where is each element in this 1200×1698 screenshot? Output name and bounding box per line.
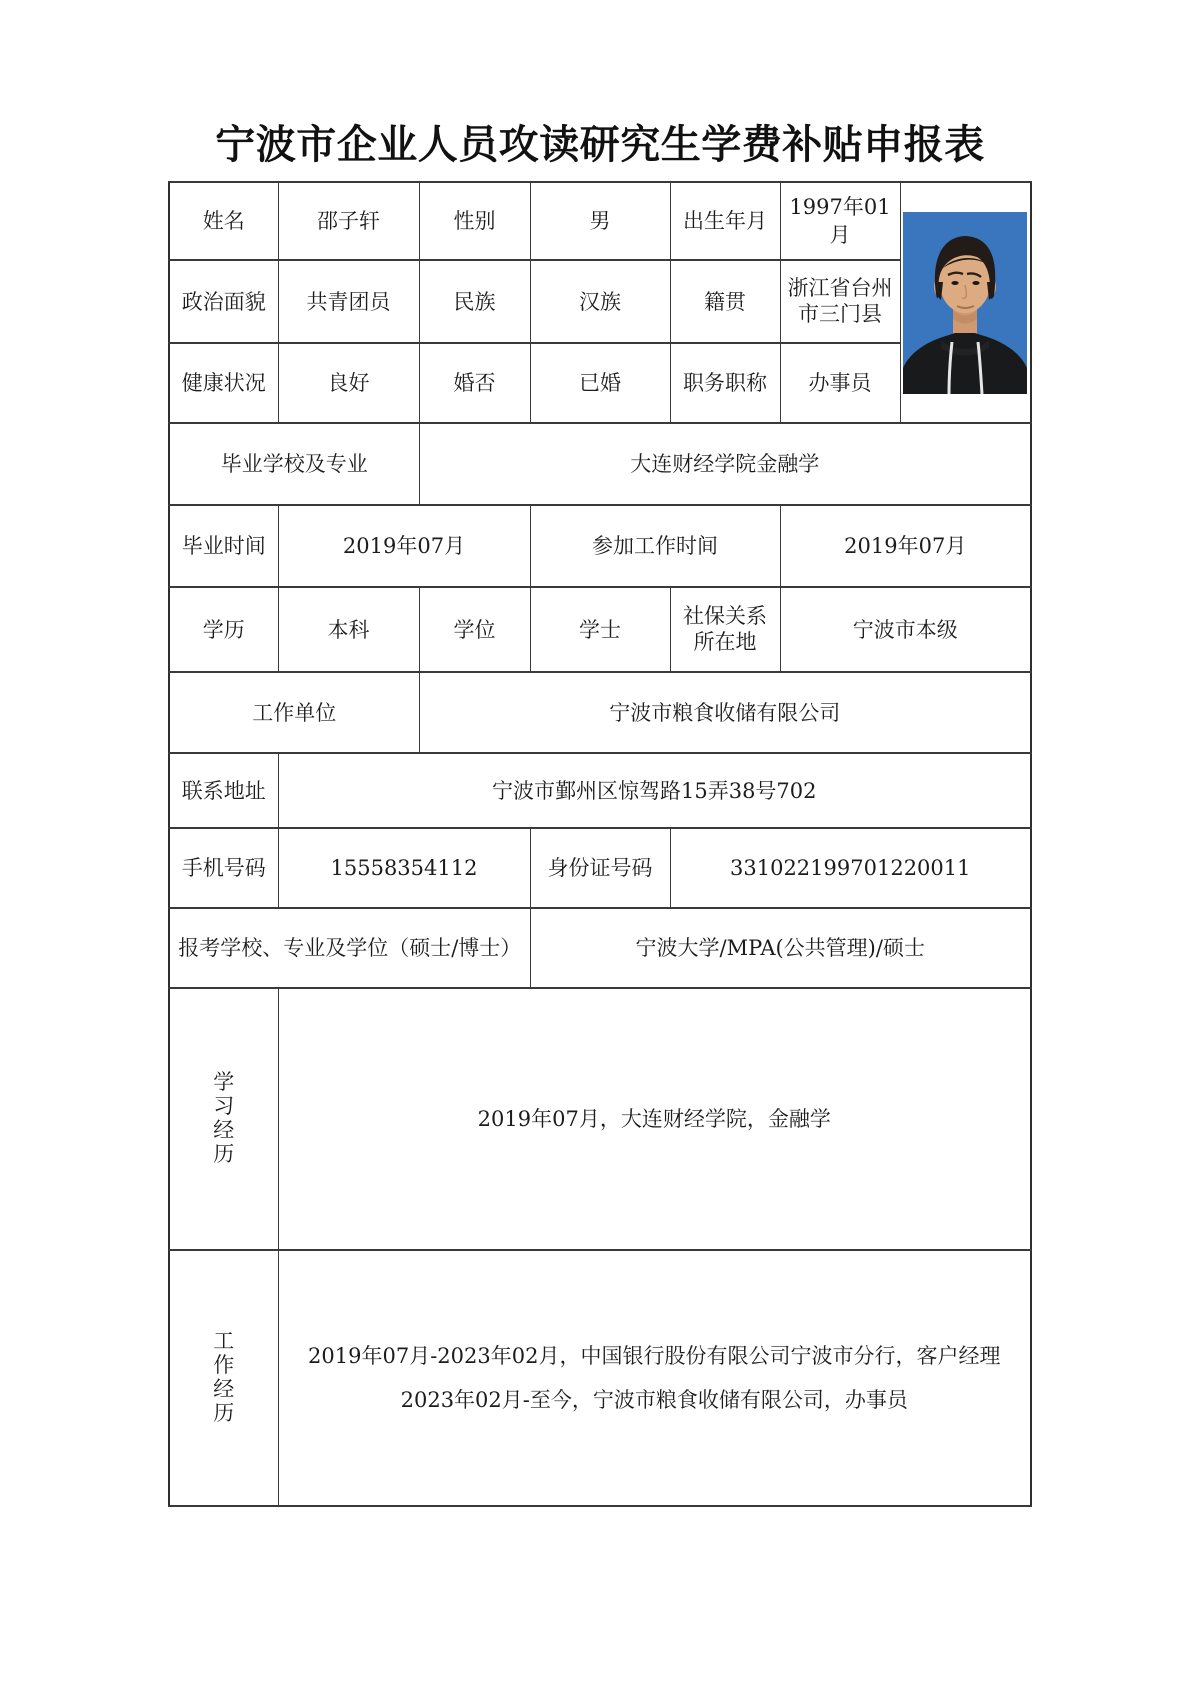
row-work-history — [169, 1250, 1031, 1506]
grad-time-label: 毕业时间 — [169, 505, 278, 587]
job-title-value: 办事员 — [780, 343, 900, 423]
row-study-history — [169, 988, 1031, 1250]
education-value: 本科 — [278, 587, 419, 672]
work-start-value: 2019年07月 — [780, 505, 1031, 587]
row-phone — [169, 828, 1031, 908]
photo-cell — [900, 182, 1031, 423]
birth-value: 1997年01月 — [780, 182, 900, 260]
marital-label: 婚否 — [419, 343, 530, 423]
degree-value: 学士 — [530, 587, 670, 672]
phone-value: 15558354112 — [278, 828, 530, 908]
row-school — [169, 423, 1031, 505]
social-label: 社保关系所在地 — [670, 587, 780, 672]
political-label: 政治面貌 — [169, 260, 278, 343]
gender-label: 性别 — [419, 182, 530, 260]
id-value: 331022199701220011 — [670, 828, 1031, 908]
work-history-label: 工作经历 — [169, 1250, 278, 1506]
applicant-photo — [903, 212, 1027, 394]
study-history-value: 2019年07月，大连财经学院，金融学 — [278, 988, 1031, 1250]
application-form-table — [168, 181, 1032, 1507]
row-address — [169, 753, 1031, 828]
work-history-line: 2023年02月-至今，宁波市粮食收储有限公司，办事员 — [400, 1388, 908, 1412]
education-label: 学历 — [169, 587, 278, 672]
phone-label: 手机号码 — [169, 828, 278, 908]
form-title: 宁波市企业人员攻读研究生学费补贴申报表 — [215, 121, 985, 168]
row-name — [169, 182, 1031, 260]
row-grad-time — [169, 505, 1031, 587]
id-label: 身份证号码 — [530, 828, 670, 908]
health-label: 健康状况 — [169, 343, 278, 423]
address-value: 宁波市鄞州区惊驾路15弄38号702 — [278, 753, 1031, 828]
employer-label: 工作单位 — [169, 672, 419, 753]
ethnic-value: 汉族 — [530, 260, 670, 343]
marital-value: 已婚 — [530, 343, 670, 423]
origin-value: 浙江省台州市三门县 — [780, 260, 900, 343]
name-label: 姓名 — [169, 182, 278, 260]
work-history-line: 2019年07月-2023年02月，中国银行股份有限公司宁波市分行，客户经理 — [308, 1344, 1001, 1368]
ethnic-label: 民族 — [419, 260, 530, 343]
birth-label: 出生年月 — [670, 182, 780, 260]
employer-value: 宁波市粮食收储有限公司 — [419, 672, 1031, 753]
degree-label: 学位 — [419, 587, 530, 672]
row-education — [169, 587, 1031, 672]
origin-label: 籍贯 — [670, 260, 780, 343]
health-value: 良好 — [278, 343, 419, 423]
job-title-label: 职务职称 — [670, 343, 780, 423]
work-start-label: 参加工作时间 — [530, 505, 780, 587]
school-value: 大连财经学院金融学 — [419, 423, 1031, 505]
work-history-value — [278, 1250, 1031, 1506]
school-label: 毕业学校及专业 — [169, 423, 419, 505]
apply-value: 宁波大学/MPA(公共管理)/硕士 — [530, 908, 1031, 988]
row-employer — [169, 672, 1031, 753]
gender-value: 男 — [530, 182, 670, 260]
grad-time-value: 2019年07月 — [278, 505, 530, 587]
row-apply — [169, 908, 1031, 988]
apply-label: 报考学校、专业及学位（硕士/博士） — [169, 908, 530, 988]
political-value: 共青团员 — [278, 260, 419, 343]
address-label: 联系地址 — [169, 753, 278, 828]
social-value: 宁波市本级 — [780, 587, 1031, 672]
study-history-label: 学习经历 — [169, 988, 278, 1250]
name-value: 邵子轩 — [278, 182, 419, 260]
